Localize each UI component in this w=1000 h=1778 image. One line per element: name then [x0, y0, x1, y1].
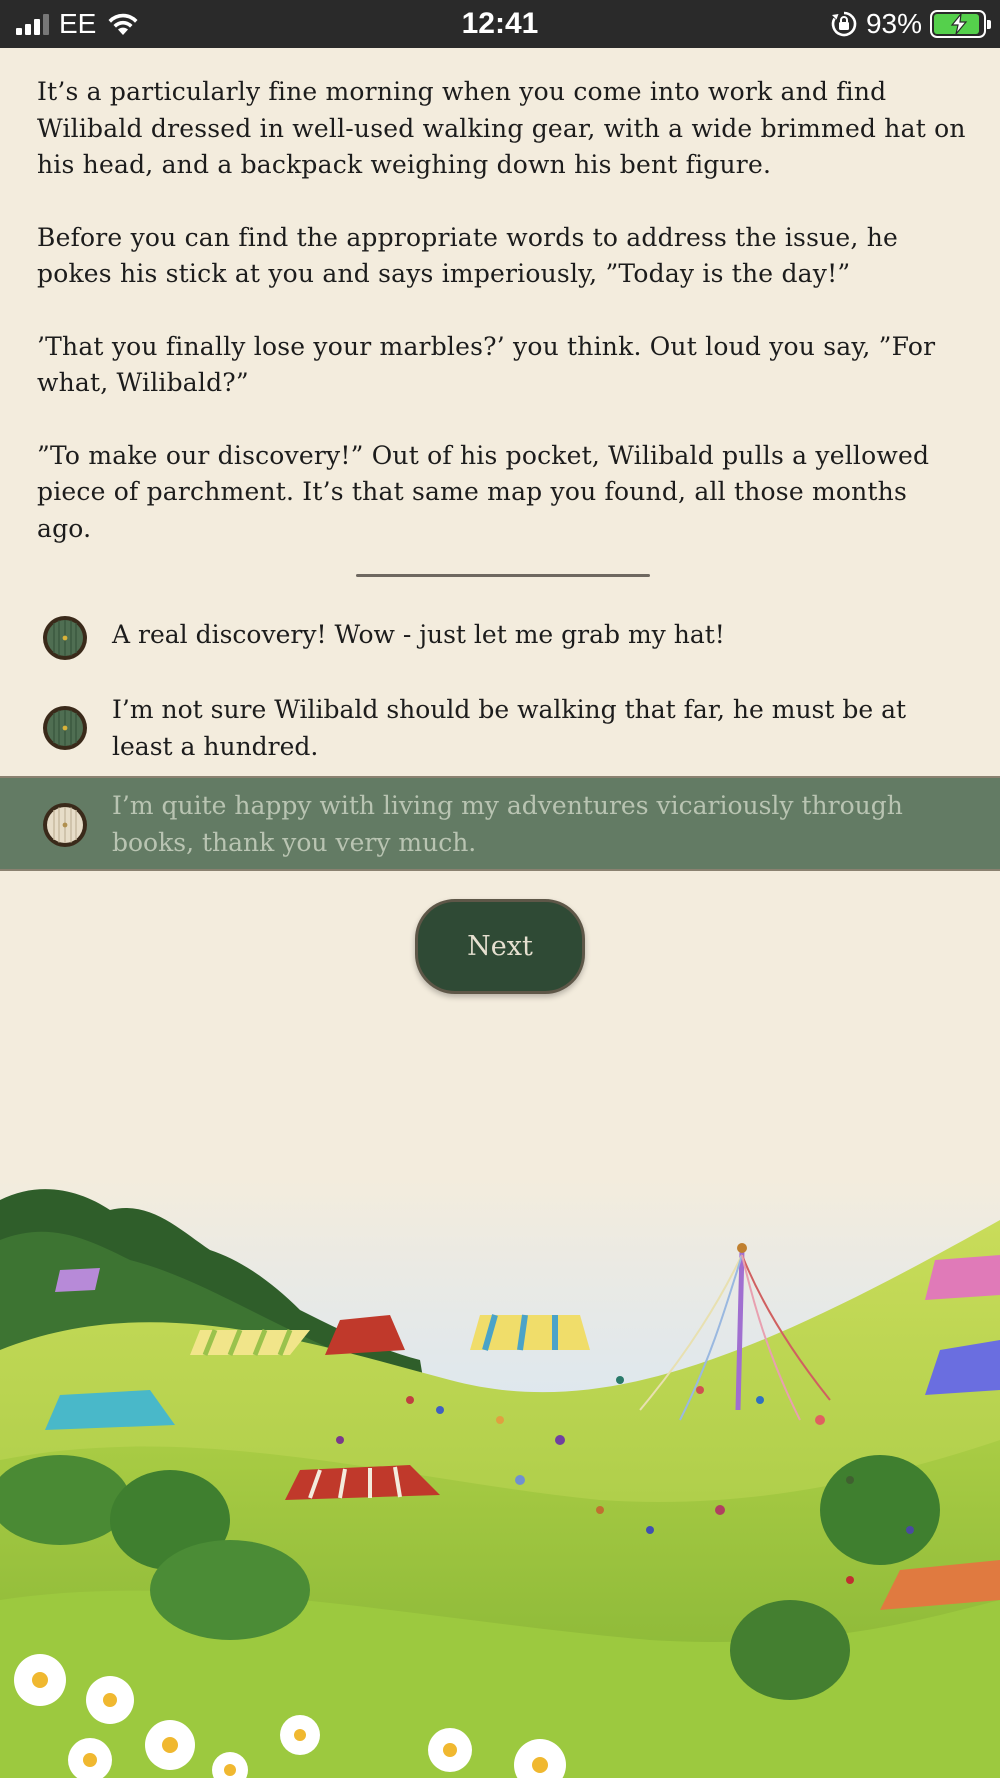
status-bar — [0, 0, 1000, 48]
rotation-lock-icon — [830, 10, 858, 38]
story-paragraph: It’s a particularly fine morning when you come into work and find Wilibald dressed in well-used walking gear, with a wide brimmed hat on his head, and a backpack weighing down his bent figure. — [37, 77, 966, 179]
round-door-icon — [42, 615, 88, 661]
choice-option-3-selected[interactable] — [0, 776, 1000, 871]
choice-option-2[interactable] — [0, 690, 1000, 770]
carrier-name: EE — [59, 8, 97, 39]
story-paragraph: Before you can find the appropriate words to address the issue, he pokes his stick at you and says imperiously, ”Today is the day!” — [37, 222, 899, 288]
choice-option-1[interactable] — [0, 615, 1000, 675]
charging-bolt-icon — [948, 13, 970, 35]
battery-cap — [987, 20, 991, 29]
story-paragraph: ”To make our discovery!” Out of his pocket, Wilibald pulls a yellowed piece of parchment. It’s that same map you found, all those months ago. — [37, 440, 930, 543]
meadow-festival-illustration — [0, 1180, 1000, 1778]
next-button[interactable]: Next — [415, 899, 585, 994]
story-text — [37, 74, 967, 583]
choice-label: A real discovery! Wow - just let me grab my hat! — [112, 620, 725, 649]
status-bar-right — [830, 0, 986, 48]
choice-label: I’m quite happy with living my adventures vicariously through books, thank you very much. — [112, 791, 903, 857]
choice-label: I’m not sure Wilibald should be walking that far, he must be at least a hundred. — [112, 695, 907, 761]
round-door-icon — [42, 705, 88, 751]
battery-icon — [930, 10, 986, 38]
clock: 12:41 — [461, 7, 539, 40]
story-paragraph: ’That you finally lose your marbles?’ you think. Out loud you say, ”For what, Wilibald?” — [37, 331, 936, 397]
battery-percentage: 93% — [865, 8, 922, 39]
section-divider — [356, 574, 650, 577]
round-door-icon — [42, 802, 88, 848]
